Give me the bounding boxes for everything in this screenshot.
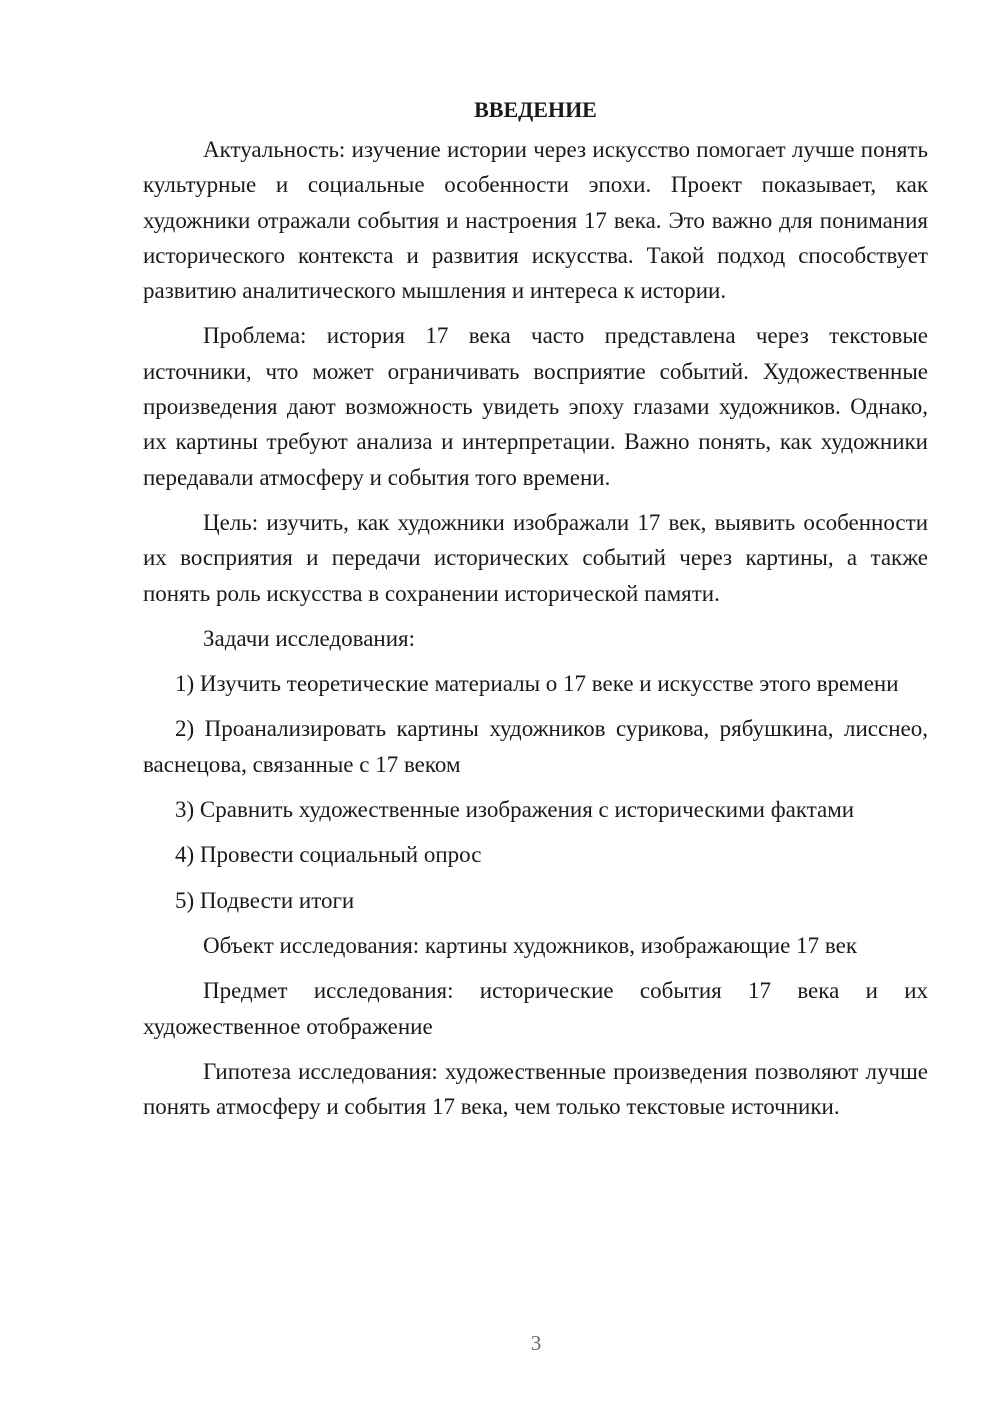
document-page xyxy=(143,88,928,1124)
relevance-paragraph: Актуальность: изучение истории через искусство помогает лучше понять культурные и социальные особенности эпохи. Проект показывает, как художники отражали события и настроения 17 века. Это важно для понимания исторического контекста и развития искусства. Такой подход способствует развитию аналитического мышления и интереса к истории. xyxy=(143,137,928,304)
tasks-heading: Задачи исследования: xyxy=(203,625,416,651)
task-item: 2) Проанализировать картины художников сурикова, рябушкина, лисснео, васнецова, связанные с 17 веком xyxy=(143,716,928,777)
subject-paragraph: Предмет исследования: исторические события 17 века и их художественное отображение xyxy=(143,978,928,1039)
task-item: 5) Подвести итоги xyxy=(175,887,355,913)
problem-paragraph: Проблема: история 17 века часто представлена через текстовые источники, что может ограничивать восприятие событий. Художественные произведения дают возможность увидеть эпоху глазами художников. Однако, их картины требуют анализа и интерпретации. Важно понять, как художники передавали атмосферу и события того времени. xyxy=(143,323,928,490)
section-title: ВВЕДЕНИЕ xyxy=(474,97,597,122)
task-item: 4) Провести социальный опрос xyxy=(175,842,482,868)
goal-paragraph: Цель: изучить, как художники изображали 17 век, выявить особенности их восприятия и передачи исторических событий через картины, а также понять роль искусства в сохранении исторической памяти. xyxy=(143,509,928,606)
hypothesis-paragraph: Гипотеза исследования: художественные произведения позволяют лучше понять атмосферу и события 17 века, чем только текстовые источники. xyxy=(143,1058,928,1120)
task-item: 3) Сравнить художественные изображения с историческими фактами xyxy=(175,797,855,823)
object-paragraph: Объект исследования: картины художников, изображающие 17 век xyxy=(203,932,857,958)
task-item: 1) Изучить теоретические материалы о 17 веке и искусстве этого времени xyxy=(175,671,899,697)
page-number: 3 xyxy=(530,1331,542,1355)
